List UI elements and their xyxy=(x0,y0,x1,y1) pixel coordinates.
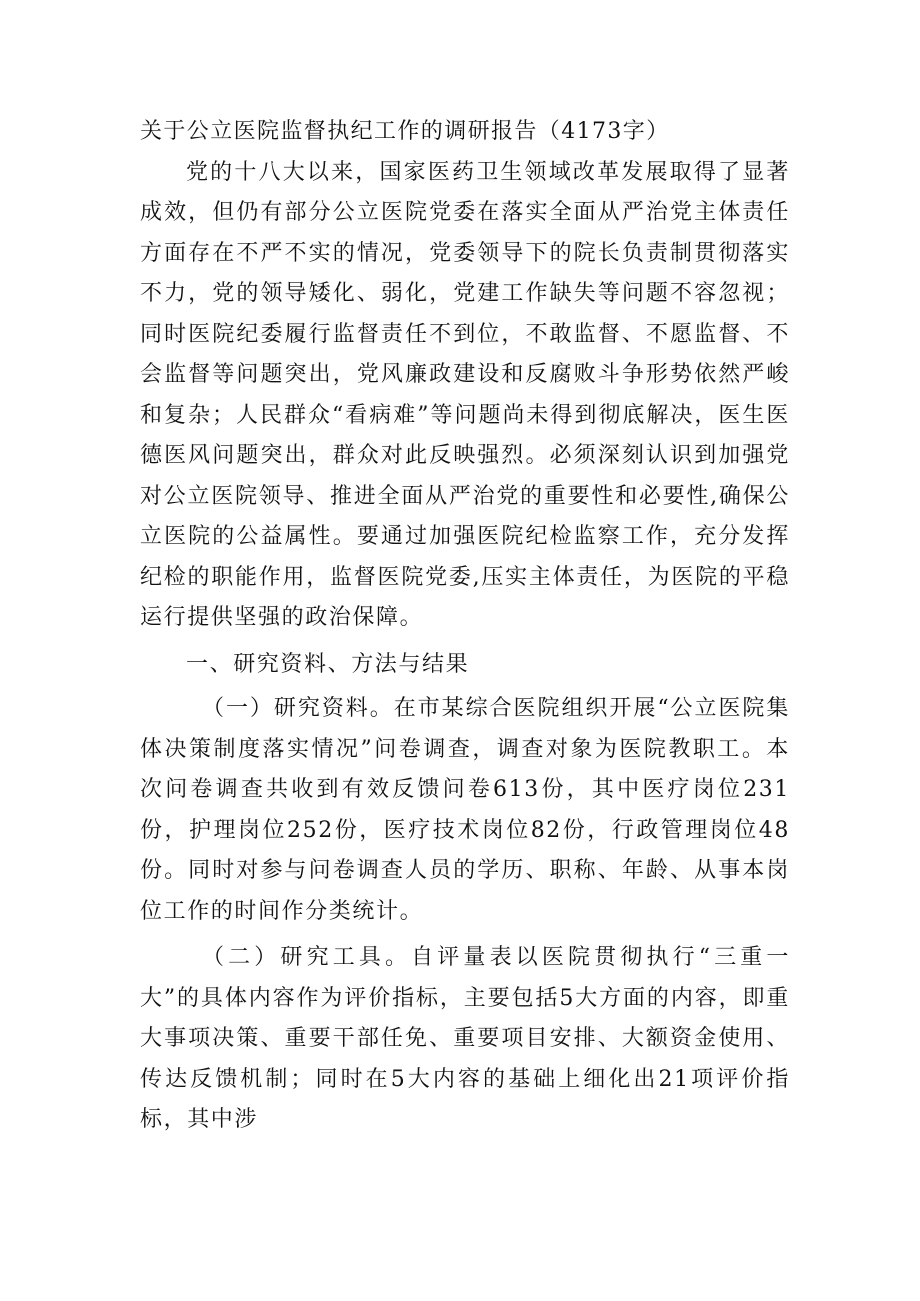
document-title: 关于公立医院监督执纪工作的调研报告（4173字） xyxy=(140,119,670,144)
subsection-research-tools: （二）研究工具。自评量表以医院贯彻执行“三重一大”的具体内容作为评价指标，主要包括5大方面的内容，即重大事项决策、重要干部任免、重要项目安排、大额资金使用、传达反馈机制；同时在5大内容的基础上细化出21项评价指标，其中涉 xyxy=(140,945,790,1132)
intro-paragraph: 党的十八大以来，国家医药卫生领域改革发展取得了显著成效，但仍有部分公立医院党委在落实全面从严治党主体责任方面存在不严不实的情况，党委领导下的院长负责制贯彻落实不力，党的领导矮化、弱化，党建工作缺失等问题不容忽视；同时医院纪委履行监督责任不到位，不敢监督、不愿监督、不会监督等问题突出，党风廉政建设和反腐败斗争形势依然严峻和复杂；人民群众“看病难”等问题尚未得到彻底解决，医生医德医风问题突出，群众对此反映强烈。必须深刻认识到加强党对公立医院领导、推进全面从严治党的重要性和必要性,确保公立医院的公益属性。要通过加强医院纪检监察工作，充分发挥纪检的职能作用，监督医院党委,压实主体责任，为医院的平稳运行提供坚强的政治保障。 xyxy=(140,159,790,630)
subsection-research-materials: （一）研究资料。在市某综合医院组织开展“公立医院集体决策制度落实情况”问卷调查，调查对象为医院教职工。本次问卷调查共收到有效反馈问卷613份，其中医疗岗位231份，护理岗位252份，医疗技术岗位82份，行政管理岗位48份。同时对参与问卷调查人员的学历、职称、年龄、从事本岗位工作的时间作分类统计。 xyxy=(140,696,790,924)
document-body xyxy=(140,112,790,1141)
section-heading: 一、研究资料、方法与结果 xyxy=(186,651,470,677)
